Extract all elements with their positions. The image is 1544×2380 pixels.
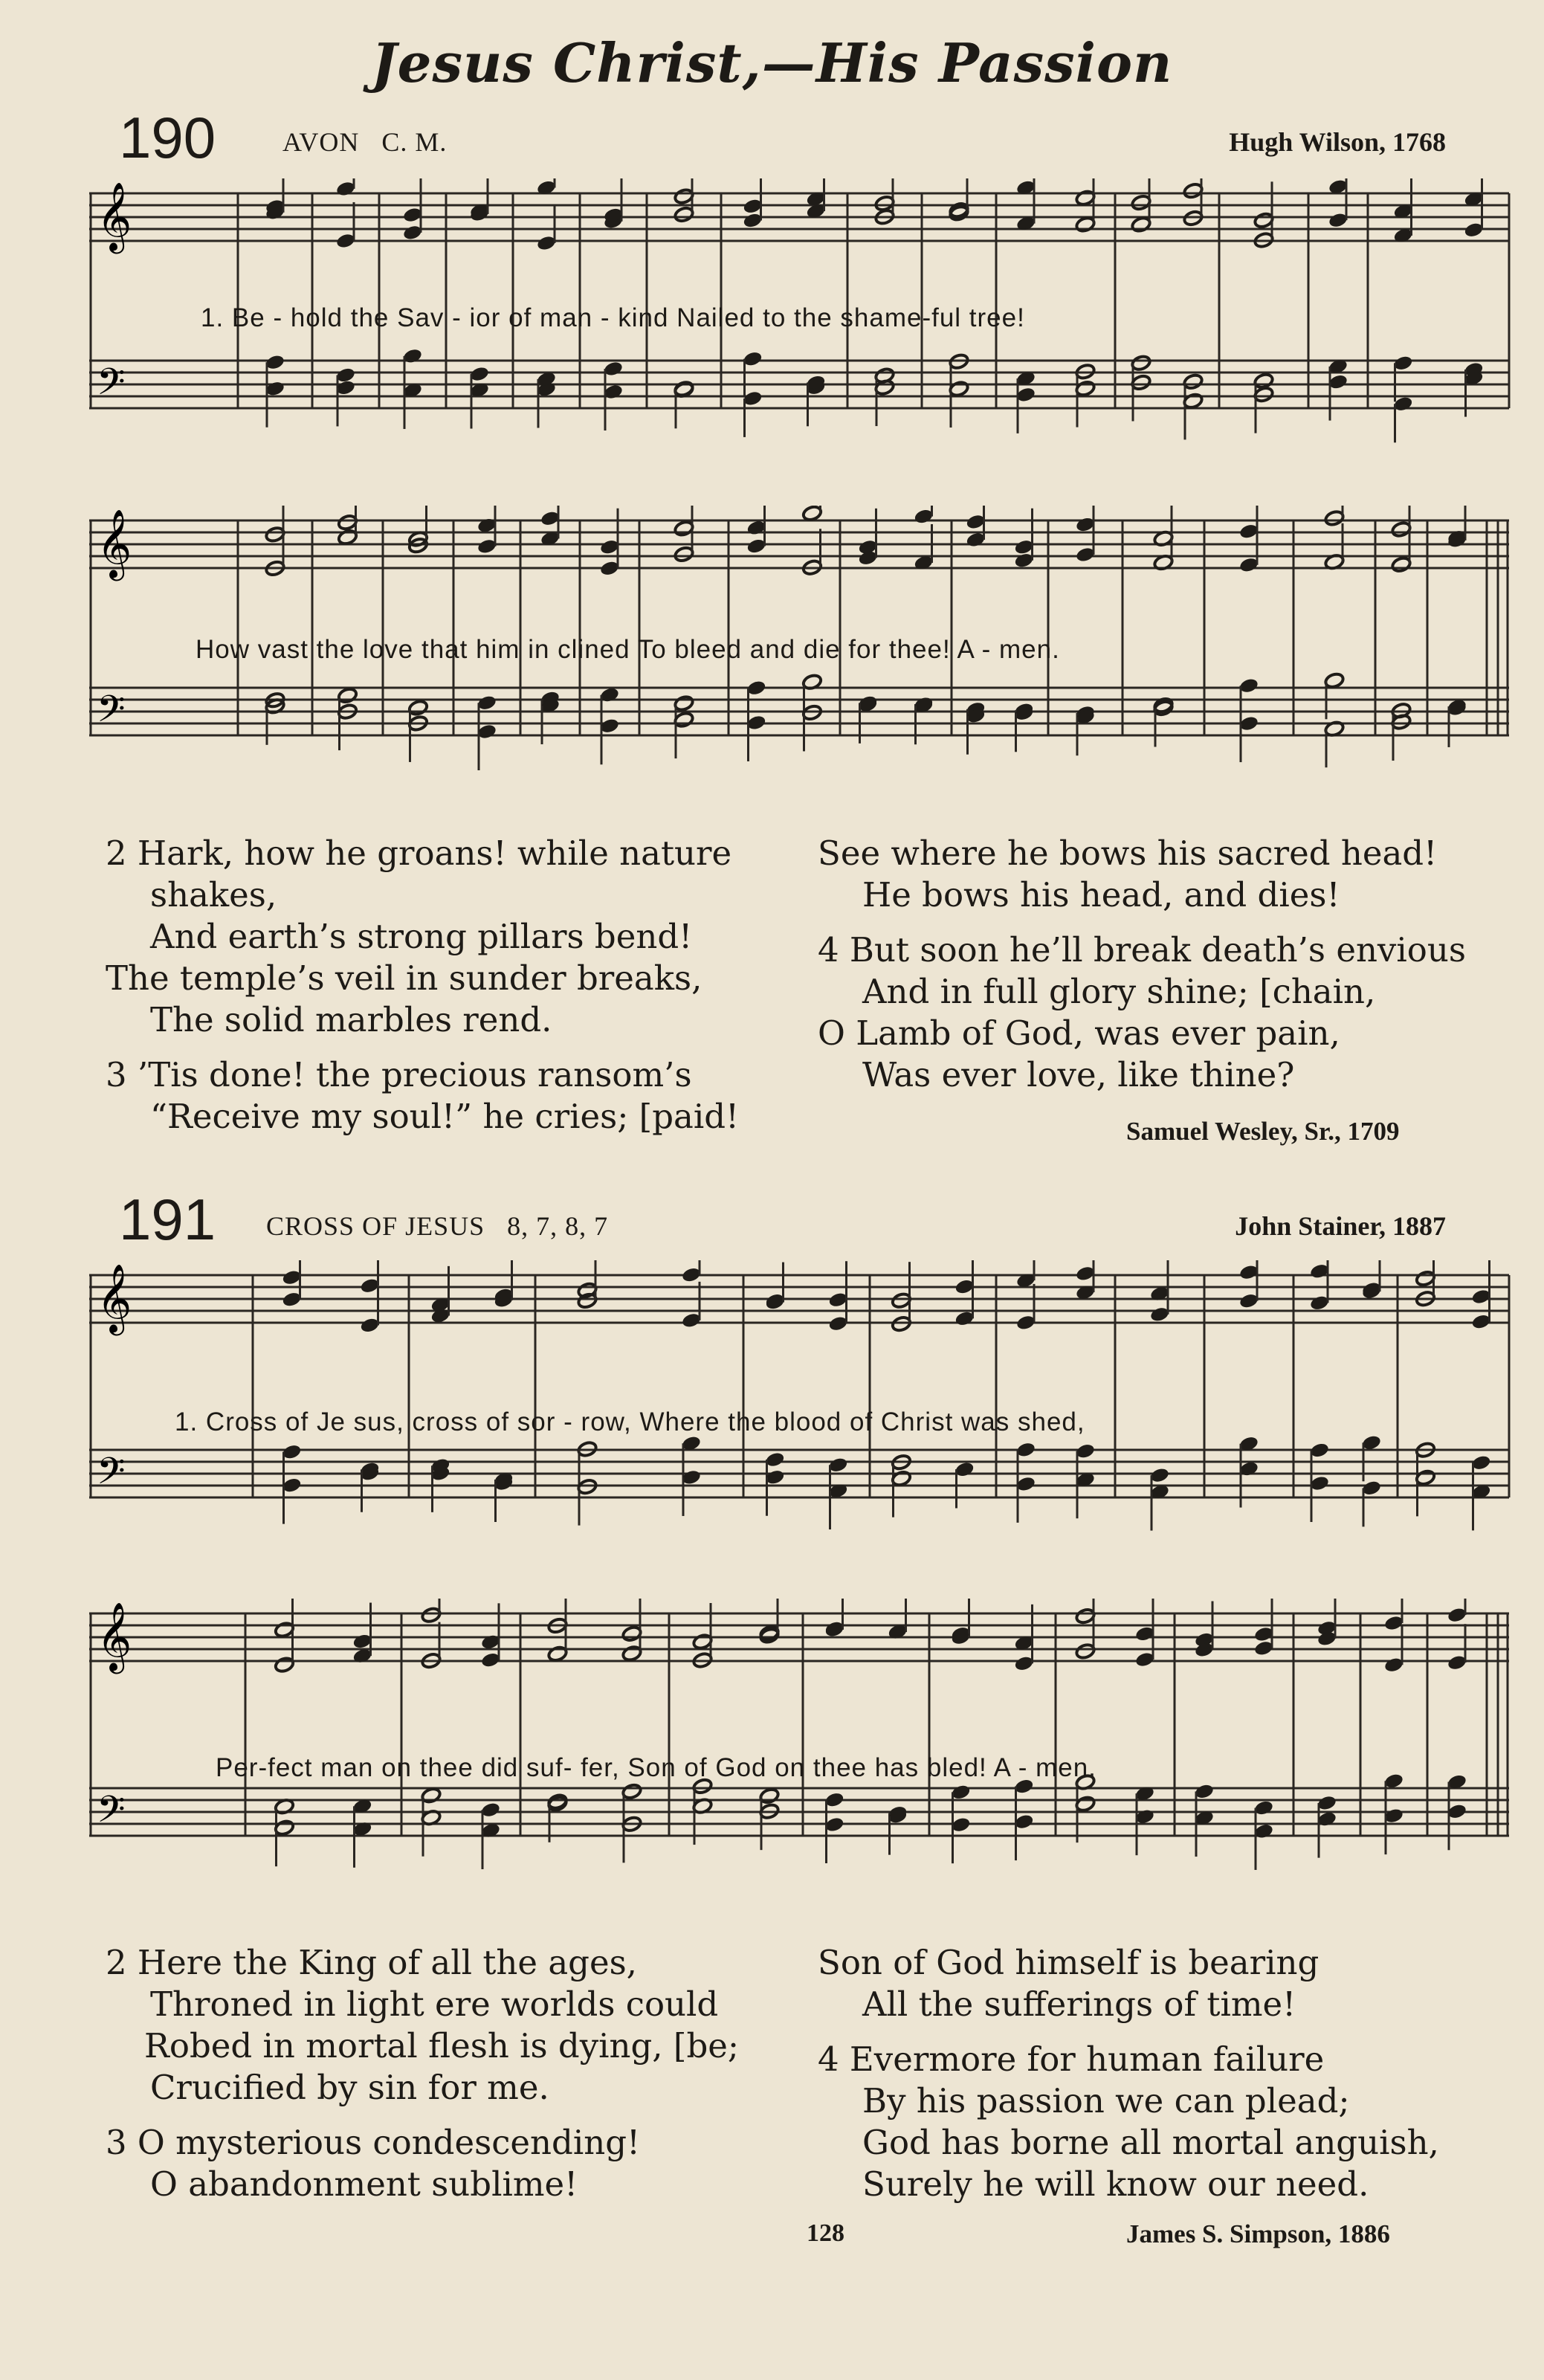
treble-clef-icon: 𝄞 <box>97 1263 132 1332</box>
lyric-line: Per-fect man on thee did suf- fer, Son of God on thee has bled! A - men. <box>216 1753 1096 1782</box>
author-credit: Samuel Wesley, Sr., 1709 <box>1126 1117 1400 1146</box>
bass-clef-icon: 𝄢 <box>97 688 126 740</box>
composer: Hugh Wilson, 1768 <box>1229 127 1446 157</box>
treble-clef-icon: 𝄞 <box>97 181 132 251</box>
music-system <box>89 1599 1516 1881</box>
stanza-column-left: 2 Here the King of all the ages, Throned in light ere worlds could Robed in mortal flesh is dying, [be; Crucified by sin for me. 3 O mysterious condescending! O abandonment sublime! <box>106 1943 740 2204</box>
music-system <box>89 1260 1516 1543</box>
composer: John Stainer, 1887 <box>1235 1211 1446 1241</box>
tune-name: AVON C. M. <box>282 127 448 157</box>
treble-staff <box>89 193 1509 241</box>
tune-name: CROSS OF JESUS 8, 7, 8, 7 <box>266 1211 609 1241</box>
stanza-column-right: Son of God himself is bearing All the sufferings of time! 4 Evermore for human failure By his passion we can plead; God has borne all mortal anguish, Surely he will know our need. <box>818 1943 1439 2204</box>
stanza-column-right: See where he bows his sacred head! He bows his head, and dies! 4 But soon he’ll break death’s envious And in full glory shine; [chain, O Lamb of God, was ever pain, Was ever love, like thine? <box>818 833 1466 1094</box>
lyric-line: 1. Cross of Je sus, cross of sor - row, Where the blood of Christ was shed, <box>175 1407 1085 1436</box>
page-number: 128 <box>807 2219 844 2247</box>
hymn-number: 190 <box>119 105 216 170</box>
bass-clef-icon: 𝄢 <box>97 361 126 413</box>
bass-clef-icon: 𝄢 <box>97 1788 126 1840</box>
treble-clef-icon: 𝄞 <box>97 1602 132 1671</box>
author-credit: James S. Simpson, 1886 <box>1126 2219 1390 2248</box>
bass-clef-icon: 𝄢 <box>97 1450 126 1502</box>
lyric-line: How vast the love that him in clined To bleed and die for thee! A - men. <box>196 635 1060 664</box>
bass-staff <box>89 361 1509 408</box>
section-title: Jesus Christ,—His Passion <box>371 31 1173 94</box>
treble-clef-icon: 𝄞 <box>97 509 132 578</box>
stanza-column-left: 2 Hark, how he groans! while nature shakes, And earth’s strong pillars bend! The temple’s veil in sunder breaks, The solid marbles rend. 3 ’Tis done! the precious ransom’s “Receive my soul!” he cries; [paid! <box>106 833 740 1136</box>
lyric-line: 1. Be - hold the Sav - ior of man - kind Nailed to the shame-ful tree! <box>201 303 1025 332</box>
hymn-number: 191 <box>119 1187 216 1252</box>
